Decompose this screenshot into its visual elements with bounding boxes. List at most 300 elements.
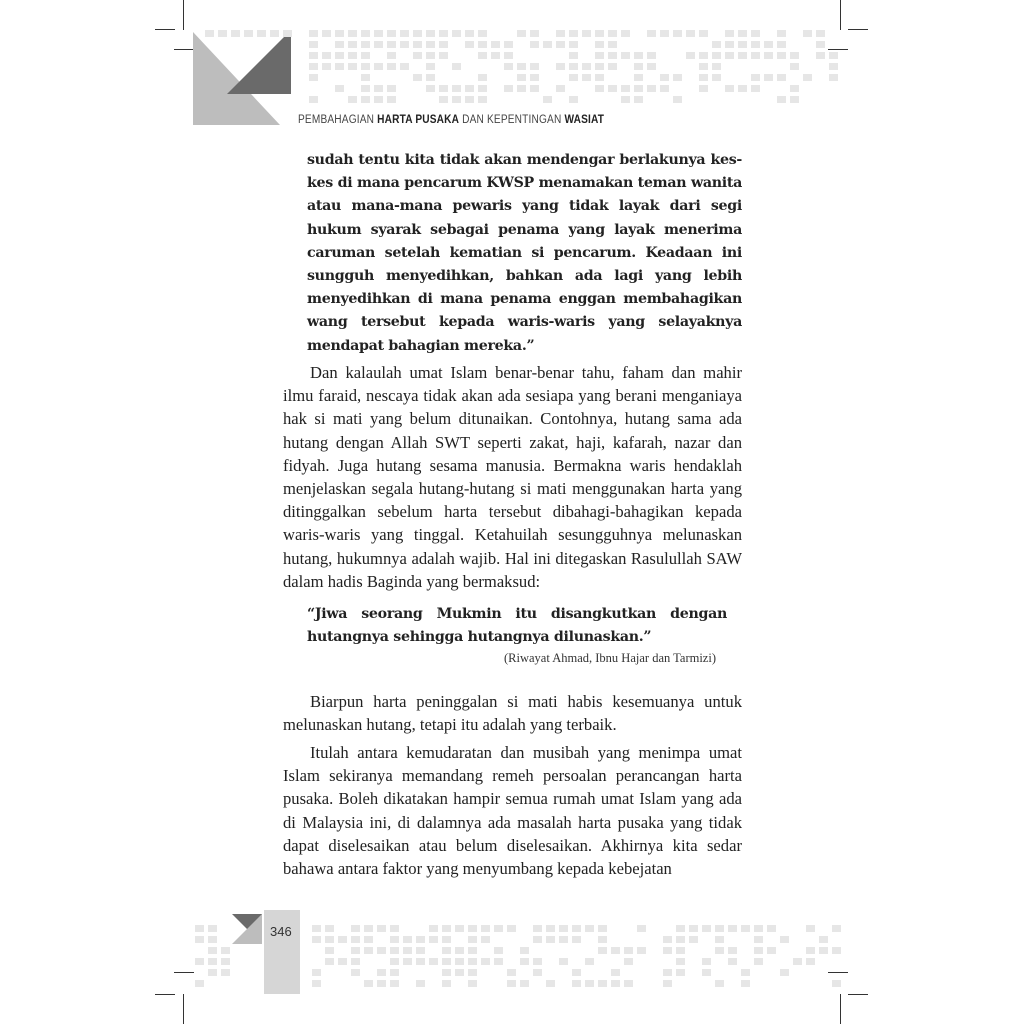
- decorative-dot: [348, 52, 357, 59]
- decorative-dot: [481, 925, 490, 932]
- decorative-dot: [751, 74, 760, 81]
- decorative-dot: [803, 30, 812, 37]
- decorative-dot: [208, 947, 217, 954]
- decorative-dot: [569, 41, 578, 48]
- decorative-dot: [738, 52, 747, 59]
- decorative-dot: [442, 936, 451, 943]
- decorative-dot: [715, 947, 724, 954]
- decorative-dot: [741, 925, 750, 932]
- decorative-dot: [647, 85, 656, 92]
- decorative-dot: [715, 936, 724, 943]
- decorative-dot: [377, 925, 386, 932]
- decorative-dot: [231, 30, 240, 37]
- decorative-dot: [478, 85, 487, 92]
- decorative-dot: [780, 936, 789, 943]
- decorative-dot: [621, 30, 630, 37]
- decorative-dot: [829, 74, 838, 81]
- decorative-dot: [530, 41, 539, 48]
- decorative-dot: [673, 96, 682, 103]
- decorative-dot: [494, 947, 503, 954]
- decorative-dot: [208, 969, 217, 976]
- decorative-dot: [312, 980, 321, 987]
- decorative-dot: [468, 980, 477, 987]
- decorative-dot: [377, 947, 386, 954]
- decorative-dot: [751, 52, 760, 59]
- decorative-dot: [361, 96, 370, 103]
- decorative-dot: [348, 63, 357, 70]
- decorative-dot: [741, 969, 750, 976]
- decorative-dot: [533, 925, 542, 932]
- decorative-dot: [790, 85, 799, 92]
- decorative-dot: [491, 41, 500, 48]
- decorative-dot: [195, 958, 204, 965]
- decorative-dot: [702, 958, 711, 965]
- decorative-dot: [507, 969, 516, 976]
- decorative-dot: [465, 85, 474, 92]
- decorative-dot: [582, 30, 591, 37]
- decorative-dot: [351, 958, 360, 965]
- decorative-dot: [426, 85, 435, 92]
- decorative-dot: [439, 30, 448, 37]
- decorative-dot: [585, 980, 594, 987]
- decorative-dot: [452, 96, 461, 103]
- decorative-dot: [361, 41, 370, 48]
- decorative-dot: [751, 41, 760, 48]
- decorative-dot: [767, 925, 776, 932]
- decorative-dot: [585, 958, 594, 965]
- decorative-dot: [361, 85, 370, 92]
- decorative-dot: [595, 85, 604, 92]
- decorative-dot: [543, 96, 552, 103]
- header-dot-pattern: [205, 30, 835, 110]
- decorative-dot: [559, 936, 568, 943]
- decorative-dot: [572, 936, 581, 943]
- decorative-dot: [556, 63, 565, 70]
- decorative-dot: [647, 63, 656, 70]
- decorative-dot: [816, 52, 825, 59]
- paragraph-block: [283, 690, 742, 736]
- decorative-dot: [413, 52, 422, 59]
- decorative-dot: [468, 936, 477, 943]
- decorative-dot: [634, 52, 643, 59]
- decorative-dot: [819, 936, 828, 943]
- decorative-dot: [699, 74, 708, 81]
- decorative-dot: [621, 52, 630, 59]
- decorative-dot: [725, 41, 734, 48]
- decorative-dot: [660, 30, 669, 37]
- decorative-dot: [803, 74, 812, 81]
- decorative-dot: [595, 30, 604, 37]
- decorative-dot: [647, 30, 656, 37]
- decorative-dot: [364, 925, 373, 932]
- running-head-part: DAN KEPENTINGAN: [459, 114, 565, 126]
- decorative-dot: [364, 980, 373, 987]
- decorative-dot: [387, 52, 396, 59]
- decorative-dot: [218, 30, 227, 37]
- decorative-dot: [439, 52, 448, 59]
- decorative-dot: [806, 925, 815, 932]
- decorative-dot: [325, 947, 334, 954]
- decorative-dot: [676, 969, 685, 976]
- hadith-citation: (Riwayat Ahmad, Ibnu Hajar dan Tarmizi): [503, 651, 716, 665]
- decorative-dot: [663, 969, 672, 976]
- decorative-dot: [673, 30, 682, 37]
- decorative-dot: [689, 936, 698, 943]
- decorative-dot: [361, 63, 370, 70]
- decorative-dot: [777, 41, 786, 48]
- decorative-dot: [400, 63, 409, 70]
- decorative-dot: [780, 969, 789, 976]
- decorative-dot: [416, 947, 425, 954]
- decorative-dot: [754, 925, 763, 932]
- decorative-dot: [725, 30, 734, 37]
- running-head-part: PEMBAHAGIAN: [298, 114, 378, 126]
- decorative-dot: [585, 925, 594, 932]
- decorative-dot: [517, 30, 526, 37]
- decorative-dot: [572, 969, 581, 976]
- decorative-dot: [387, 63, 396, 70]
- decorative-dot: [712, 52, 721, 59]
- running-head-emphasis: HARTA PUSAKA: [377, 114, 460, 126]
- decorative-dot: [702, 925, 711, 932]
- decorative-dot: [364, 947, 373, 954]
- decorative-dot: [543, 41, 552, 48]
- decorative-dot: [416, 980, 425, 987]
- decorative-dot: [504, 63, 513, 70]
- decorative-dot: [530, 85, 539, 92]
- decorative-dot: [387, 41, 396, 48]
- decorative-dot: [546, 936, 555, 943]
- decorative-dot: [621, 96, 630, 103]
- crop-mark: [848, 994, 868, 995]
- decorative-dot: [309, 96, 318, 103]
- decorative-dot: [377, 969, 386, 976]
- decorative-dot: [582, 63, 591, 70]
- decorative-dot: [595, 52, 604, 59]
- decorative-dot: [390, 958, 399, 965]
- decorative-dot: [517, 63, 526, 70]
- crop-mark: [155, 29, 175, 30]
- decorative-dot: [221, 947, 230, 954]
- decorative-dot: [413, 30, 422, 37]
- decorative-dot: [494, 925, 503, 932]
- decorative-dot: [598, 947, 607, 954]
- decorative-dot: [195, 925, 204, 932]
- running-head: [298, 114, 604, 126]
- decorative-dot: [403, 936, 412, 943]
- decorative-dot: [283, 30, 292, 37]
- decorative-dot: [478, 52, 487, 59]
- decorative-dot: [429, 925, 438, 932]
- decorative-dot: [426, 30, 435, 37]
- decorative-dot: [777, 30, 786, 37]
- paragraph: Dan kalaulah umat Islam benar-benar tahu, faham dan mahir ilmu faraid, nescaya tidak akan ada sesiapa yang berani menganiaya hak si mati yang belum ditunaikan. Contohnya, hutang sama ada hutang dengan Allah SWT seperti zakat, haji, kafarah, nazar dan fidyah. Juga hutang sesama manusia. Bermakna waris hendaklah menjelaskan segala hutang-hutang si mati menggunakan harta yang ditinggalkan sebelum harta tersebut dibahagi-bahagikan kepada waris-waris yang tinggal. Ketahuilah sesungguhnya melunaskan hutang, hukumnya adalah wajib. Hal ini ditegaskan Rasulullah SAW dalam hadis Baginda yang bermaksud:: [283, 363, 742, 591]
- decorative-dot: [335, 63, 344, 70]
- crop-mark: [848, 29, 868, 30]
- decorative-dot: [468, 925, 477, 932]
- decorative-dot: [520, 947, 529, 954]
- decorative-dot: [790, 52, 799, 59]
- decorative-dot: [429, 958, 438, 965]
- decorative-dot: [442, 958, 451, 965]
- decorative-dot: [637, 947, 646, 954]
- decorative-dot: [712, 74, 721, 81]
- decorative-dot: [322, 30, 331, 37]
- paragraph-block: [283, 361, 742, 593]
- page-number: 346: [270, 924, 292, 939]
- decorative-dot: [442, 969, 451, 976]
- decorative-dot: [507, 925, 516, 932]
- decorative-dot: [595, 41, 604, 48]
- decorative-dot: [689, 925, 698, 932]
- decorative-dot: [738, 30, 747, 37]
- decorative-dot: [686, 30, 695, 37]
- decorative-dot: [608, 85, 617, 92]
- decorative-dot: [764, 74, 773, 81]
- decorative-dot: [205, 30, 214, 37]
- decorative-dot: [439, 96, 448, 103]
- decorative-dot: [478, 41, 487, 48]
- decorative-dot: [725, 85, 734, 92]
- decorative-dot: [647, 52, 656, 59]
- decorative-dot: [426, 41, 435, 48]
- decorative-dot: [478, 96, 487, 103]
- decorative-dot: [608, 63, 617, 70]
- decorative-dot: [686, 52, 695, 59]
- decorative-dot: [478, 30, 487, 37]
- decorative-dot: [504, 41, 513, 48]
- decorative-dot: [390, 980, 399, 987]
- crop-mark: [840, 994, 841, 1024]
- decorative-dot: [790, 96, 799, 103]
- blockquote: sudah tentu kita tidak akan mendengar berlakunya kes-kes di mana pencarum KWSP menamakan teman wanita atau mana-mana pewaris yang tidak layak dari segi hukum syarak sebagai penama yang layak menerima caruman setelah kematian si pencarum. Keadaan ini sungguh menyedihkan, bahkan ada lagi yang lebih menyedihkan di mana penama enggan membahagikan wang tersebut kepada waris-waris yang selayaknya mendapat bahagian mereka.”: [307, 152, 742, 354]
- decorative-dot: [764, 52, 773, 59]
- decorative-dot: [507, 980, 516, 987]
- decorative-dot: [351, 925, 360, 932]
- paragraph: Biarpun harta peninggalan si mati habis kesemuanya untuk melunaskan hutang, tetapi itu adalah yang terbaik.: [283, 692, 742, 735]
- decorative-dot: [195, 936, 204, 943]
- crop-mark: [174, 972, 194, 973]
- decorative-dot: [478, 74, 487, 81]
- decorative-dot: [325, 958, 334, 965]
- decorative-dot: [517, 74, 526, 81]
- decorative-dot: [390, 969, 399, 976]
- decorative-dot: [598, 936, 607, 943]
- decorative-dot: [309, 63, 318, 70]
- decorative-dot: [777, 74, 786, 81]
- decorative-dot: [738, 85, 747, 92]
- decorative-dot: [806, 958, 815, 965]
- decorative-dot: [413, 74, 422, 81]
- decorative-dot: [455, 925, 464, 932]
- decorative-dot: [351, 936, 360, 943]
- decorative-dot: [387, 30, 396, 37]
- decorative-dot: [676, 958, 685, 965]
- decorative-dot: [439, 41, 448, 48]
- decorative-dot: [312, 925, 321, 932]
- decorative-dot: [221, 969, 230, 976]
- decorative-dot: [429, 936, 438, 943]
- decorative-dot: [751, 30, 760, 37]
- decorative-dot: [559, 925, 568, 932]
- decorative-dot: [556, 41, 565, 48]
- decorative-dot: [361, 52, 370, 59]
- decorative-dot: [351, 969, 360, 976]
- decorative-dot: [611, 947, 620, 954]
- crop-mark: [840, 0, 841, 30]
- decorative-dot: [439, 85, 448, 92]
- decorative-dot: [208, 925, 217, 932]
- decorative-dot: [465, 96, 474, 103]
- decorative-dot: [754, 958, 763, 965]
- decorative-dot: [637, 925, 646, 932]
- decorative-dot: [468, 947, 477, 954]
- decorative-dot: [517, 85, 526, 92]
- decorative-dot: [504, 52, 513, 59]
- decorative-dot: [699, 52, 708, 59]
- decorative-dot: [452, 85, 461, 92]
- decorative-dot: [569, 96, 578, 103]
- decorative-dot: [374, 96, 383, 103]
- decorative-dot: [455, 958, 464, 965]
- decorative-dot: [390, 947, 399, 954]
- decorative-dot: [595, 63, 604, 70]
- decorative-dot: [777, 96, 786, 103]
- decorative-dot: [819, 947, 828, 954]
- decorative-dot: [426, 74, 435, 81]
- decorative-dot: [764, 41, 773, 48]
- decorative-dot: [754, 936, 763, 943]
- decorative-dot: [361, 30, 370, 37]
- decorative-dot: [777, 52, 786, 59]
- decorative-dot: [663, 936, 672, 943]
- running-head-emphasis: WASIAT: [564, 114, 605, 126]
- decorative-dot: [728, 947, 737, 954]
- decorative-dot: [335, 52, 344, 59]
- decorative-dot: [663, 980, 672, 987]
- decorative-dot: [572, 980, 581, 987]
- decorative-dot: [598, 925, 607, 932]
- decorative-dot: [699, 85, 708, 92]
- decorative-dot: [702, 969, 711, 976]
- decorative-dot: [829, 63, 838, 70]
- decorative-dot: [322, 52, 331, 59]
- decorative-dot: [569, 74, 578, 81]
- decorative-dot: [699, 30, 708, 37]
- decorative-dot: [728, 925, 737, 932]
- hadith-quote: “Jiwa seorang Mukmin itu disangkutkan dengan hutangnya sehingga hutangnya dilunaskan.”: [307, 606, 727, 646]
- decorative-dot: [468, 958, 477, 965]
- decorative-dot: [504, 85, 513, 92]
- decorative-dot: [712, 63, 721, 70]
- decorative-dot: [608, 52, 617, 59]
- decorative-dot: [374, 63, 383, 70]
- decorative-dot: [663, 947, 672, 954]
- decorative-dot: [413, 41, 422, 48]
- decorative-dot: [403, 958, 412, 965]
- decorative-dot: [244, 30, 253, 37]
- decorative-dot: [676, 936, 685, 943]
- decorative-dot: [312, 969, 321, 976]
- decorative-dot: [309, 74, 318, 81]
- decorative-dot: [426, 63, 435, 70]
- decorative-dot: [351, 947, 360, 954]
- decorative-dot: [533, 958, 542, 965]
- decorative-dot: [335, 30, 344, 37]
- decorative-dot: [569, 63, 578, 70]
- decorative-dot: [530, 30, 539, 37]
- decorative-dot: [767, 947, 776, 954]
- decorative-dot: [569, 52, 578, 59]
- decorative-dot: [325, 925, 334, 932]
- decorative-dot: [624, 947, 633, 954]
- decorative-dot: [208, 936, 217, 943]
- decorative-dot: [465, 30, 474, 37]
- decorative-dot: [634, 74, 643, 81]
- decorative-dot: [546, 980, 555, 987]
- decorative-dot: [738, 41, 747, 48]
- decorative-dot: [624, 980, 633, 987]
- decorative-dot: [309, 41, 318, 48]
- decorative-dot: [611, 969, 620, 976]
- decorative-dot: [400, 41, 409, 48]
- decorative-dot: [481, 958, 490, 965]
- decorative-dot: [374, 30, 383, 37]
- decorative-dot: [312, 936, 321, 943]
- decorative-dot: [338, 936, 347, 943]
- decorative-dot: [676, 925, 685, 932]
- decorative-dot: [624, 958, 633, 965]
- decorative-dot: [832, 925, 841, 932]
- crop-mark: [155, 994, 175, 995]
- decorative-dot: [400, 30, 409, 37]
- decorative-dot: [829, 52, 838, 59]
- decorative-dot: [374, 85, 383, 92]
- decorative-dot: [494, 958, 503, 965]
- decorative-dot: [335, 41, 344, 48]
- decorative-dot: [816, 41, 825, 48]
- paragraph: Itulah antara kemudaratan dan musibah yang menimpa umat Islam sekiranya memandang remeh persoalan perancangan harta pusaka. Boleh dikatakan hampir semua rumah umat Islam yang ada di Malaysia ini, di dalamnya ada masalah harta pusaka yang tidak dapat diselesaikan atau belum diselesaikan. Akhirnya kita sedar bahawa antara faktor yang menyumbang kepada kebejatan: [283, 743, 742, 879]
- decorative-dot: [556, 85, 565, 92]
- decorative-dot: [608, 41, 617, 48]
- decorative-dot: [676, 947, 685, 954]
- decorative-dot: [335, 85, 344, 92]
- decorative-dot: [377, 980, 386, 987]
- decorative-dot: [465, 41, 474, 48]
- decorative-dot: [374, 41, 383, 48]
- decorative-dot: [416, 936, 425, 943]
- decorative-dot: [468, 969, 477, 976]
- crop-mark: [183, 0, 184, 30]
- decorative-dot: [546, 925, 555, 932]
- decorative-dot: [309, 52, 318, 59]
- decorative-dot: [338, 958, 347, 965]
- decorative-dot: [390, 936, 399, 943]
- decorative-dot: [569, 30, 578, 37]
- decorative-dot: [728, 958, 737, 965]
- decorative-dot: [348, 41, 357, 48]
- decorative-dot: [634, 63, 643, 70]
- decorative-dot: [452, 30, 461, 37]
- decorative-dot: [348, 30, 357, 37]
- decorative-dot: [741, 980, 750, 987]
- decorative-dot: [364, 936, 373, 943]
- decorative-dot: [725, 52, 734, 59]
- decorative-dot: [452, 63, 461, 70]
- decorative-dot: [598, 980, 607, 987]
- decorative-dot: [530, 63, 539, 70]
- decorative-dot: [442, 980, 451, 987]
